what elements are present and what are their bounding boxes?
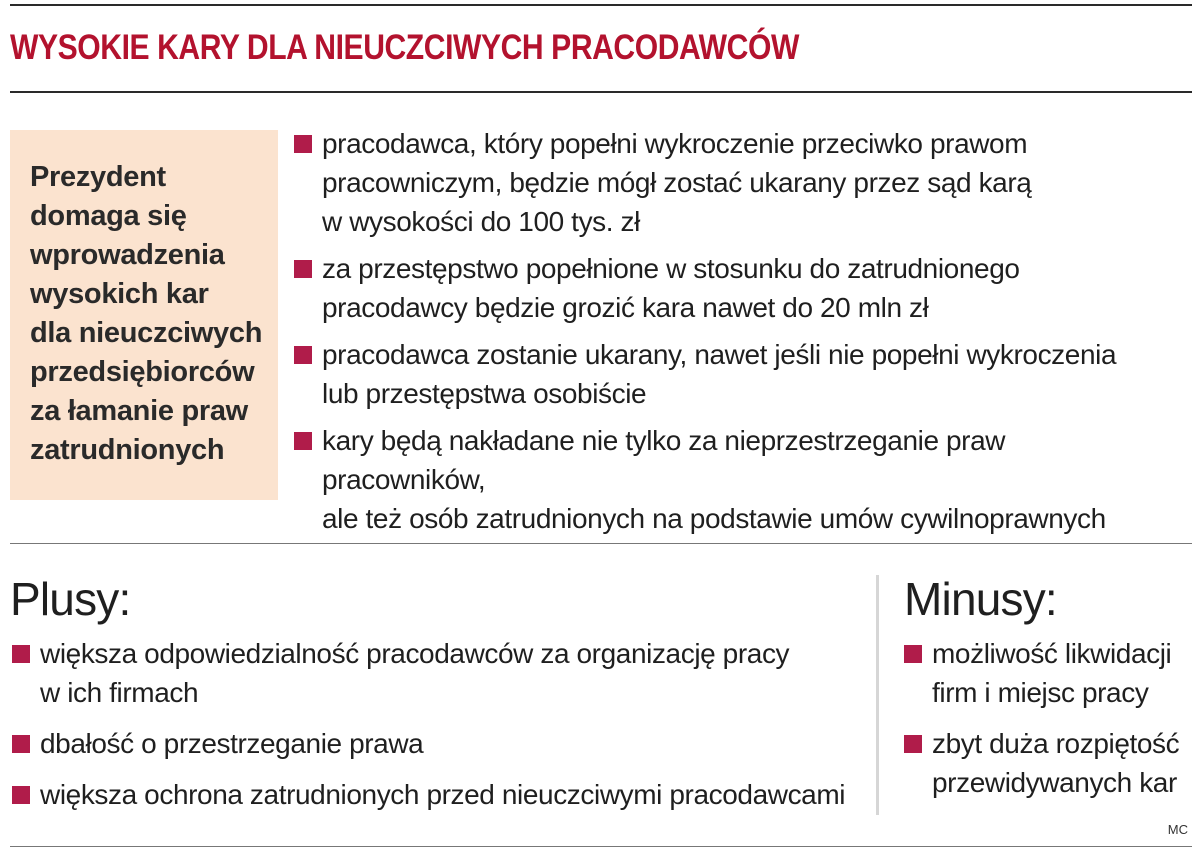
list-item-text: możliwość likwidacji firm i miejsc pracy <box>932 638 1172 708</box>
list-item <box>904 724 1194 802</box>
square-bullet-icon <box>294 432 312 450</box>
list-item-text: większa ochrona zatrudnionych przed nieuczciwymi pracodawcami <box>40 779 846 810</box>
list-item <box>12 775 872 814</box>
square-bullet-icon <box>294 135 312 153</box>
sidebar-text: Prezydent domaga się wprowadzenia wysokich kar dla nieuczciwych przedsiębiorców za łamanie praw zatrudnionych <box>30 161 263 466</box>
minusy-list <box>904 634 1194 814</box>
headline: WYSOKIE KARY DLA NIEUCZCIWYCH PRACODAWCÓW <box>10 28 799 67</box>
list-item <box>904 634 1194 712</box>
square-bullet-icon <box>12 645 30 663</box>
plusy-list <box>12 634 872 826</box>
list-item <box>294 335 1174 413</box>
plusy-title: Plusy: <box>10 573 131 625</box>
square-bullet-icon <box>904 735 922 753</box>
list-item-text: dbałość o przestrzeganie prawa <box>40 728 424 759</box>
square-bullet-icon <box>12 735 30 753</box>
list-item <box>12 634 872 712</box>
list-item <box>12 724 872 763</box>
list-item <box>294 124 1174 241</box>
bottom-rule <box>10 846 1192 847</box>
minusy-title: Minusy: <box>904 573 1057 625</box>
key-points-list <box>294 124 1174 546</box>
headline-rule <box>10 91 1192 93</box>
list-item-text: kary będą nakładane nie tylko za nieprzestrzeganie praw pracowników, ale też osób zatrudnionych na podstawie umów cywilnoprawnych <box>322 425 1106 534</box>
list-item-text: pracodawca, który popełni wykroczenie przeciwko prawom pracowniczym, będzie mógł zostać ukarany przez sąd karą w wysokości do 100 tys. zł <box>322 128 1032 237</box>
sidebar-box <box>10 130 278 500</box>
author-credit: MC <box>1167 822 1188 837</box>
list-item-text: za przestępstwo popełnione w stosunku do zatrudnionego pracodawcy będzie grozić kara nawet do 20 mln zł <box>322 253 1020 323</box>
list-item-text: zbyt duża rozpiętość przewidywanych kar <box>932 728 1180 798</box>
column-divider <box>876 575 879 815</box>
list-item-text: pracodawca zostanie ukarany, nawet jeśli nie popełni wykroczenia lub przestępstwa osobiście <box>322 339 1117 409</box>
list-item-text: większa odpowiedzialność pracodawców za organizację pracy w ich firmach <box>40 638 790 708</box>
top-rule <box>10 4 1192 6</box>
square-bullet-icon <box>294 346 312 364</box>
square-bullet-icon <box>294 260 312 278</box>
section-divider <box>10 543 1192 544</box>
square-bullet-icon <box>12 786 30 804</box>
list-item <box>294 249 1174 327</box>
square-bullet-icon <box>904 645 922 663</box>
list-item <box>294 421 1174 538</box>
